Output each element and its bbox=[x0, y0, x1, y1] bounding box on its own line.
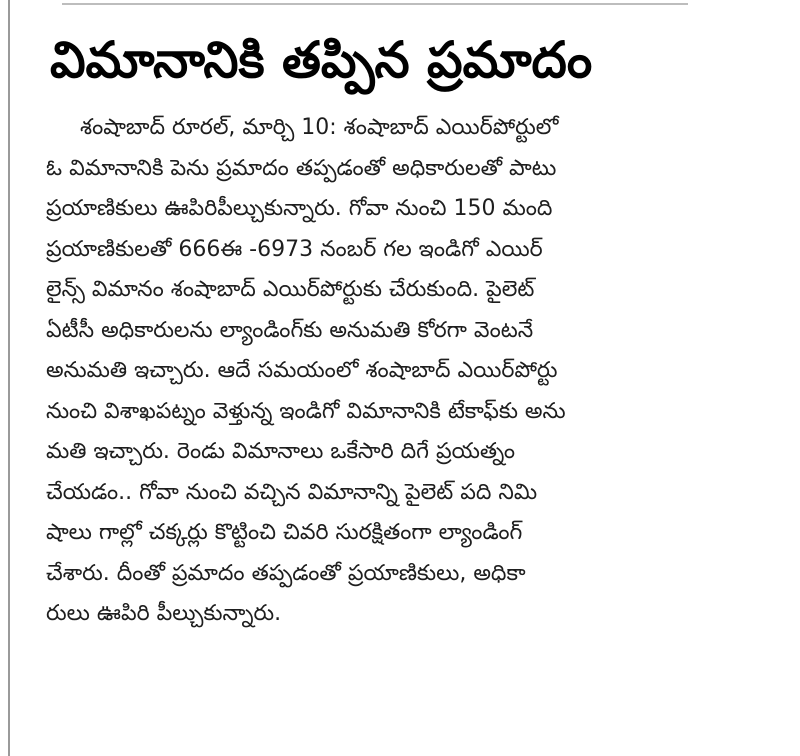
article-headline: విమానానికి తప్పిన ప్రమాదం bbox=[50, 31, 593, 89]
article-line: ప్రయాణికులు ఊపిరిపీల్చుకున్నారు. గోవా నుంచి 150 మంది bbox=[46, 196, 553, 221]
article-line: ఓ విమానానికి పెను ప్రమాదం తప్పడంతో అధికారులతో పాటు bbox=[46, 155, 557, 181]
article-line: ప్రయాణికులతో 666ఈ -6973 నంబర్ గల ఇండిగో ఎయిర్ bbox=[46, 236, 543, 262]
article-line: నుంచి విశాఖపట్నం వెళ్తున్న ఇండిగో విమానానికి టేకాఫ్‌కు అను bbox=[46, 398, 566, 424]
article-line: లైన్స్ విమానం శంషాబాద్ ఎయిర్‌పోర్టుకు చేరుకుంది. పైలెట్ bbox=[46, 277, 535, 302]
article-body bbox=[46, 108, 746, 635]
article-line: శంషాబాద్ రూరల్, మార్చి 10: శంషాబాద్ ఎయిర్‌పోర్టులో bbox=[80, 115, 559, 140]
left-column-rule bbox=[8, 0, 10, 756]
article-line: చేయడం.. గోవా నుంచి వచ్చిన విమానాన్ని పైలెట్ పది నిమి bbox=[46, 479, 538, 505]
article-line: అనుమతి ఇచ్చారు. ఆదే సమయంలో శంషాబాద్ ఎయిర్‌పోర్టు bbox=[46, 358, 558, 383]
top-divider-rule bbox=[62, 3, 688, 5]
article-line: ఏటీసీ అధికారులను ల్యాండింగ్‌కు అనుమతి కోరగా వెంటనే bbox=[46, 317, 534, 343]
article-line: షాలు గాల్లో చక్కర్లు కొట్టించి చివరి సురక్షితంగా ల్యాండింగ్ bbox=[46, 520, 523, 545]
article-line: చేశారు. దీంతో ప్రమాదం తప్పడంతో ప్రయాణికులు, అధికా bbox=[46, 560, 526, 586]
article-line: మతి ఇచ్చారు. రెండు విమానాలు ఒకేసారి దిగే ప్రయత్నం bbox=[46, 439, 516, 464]
article-line: రులు ఊపిరి పీల్చుకున్నారు. bbox=[46, 601, 282, 626]
